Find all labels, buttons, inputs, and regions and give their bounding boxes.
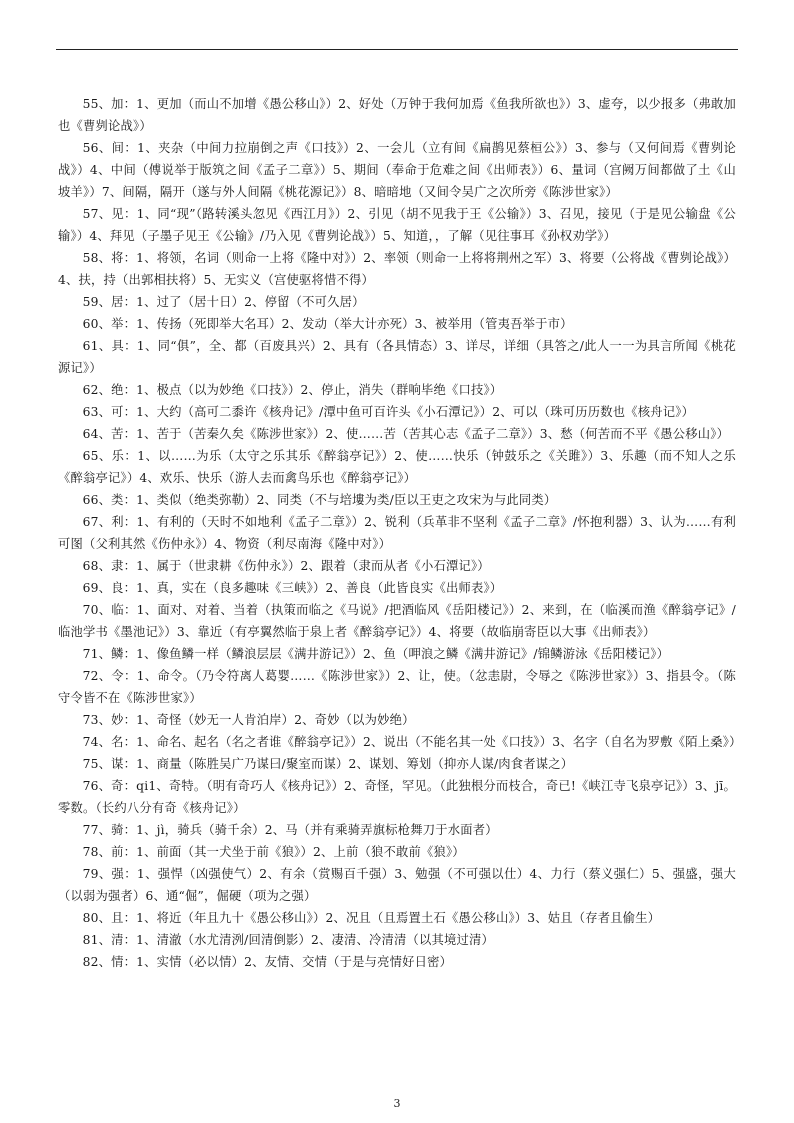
entry-79: 79、强：1、强悍（凶强使气）2、有余（赏赐百千强）3、勉强（不可强以仕）4、力行（蔡义强仁）5、强盛，强大（以弱为强者）6、通“倔”，倔硬（项为之强） [58,867,736,903]
entry-58: 58、将：1、将领，名词（则命一上将《隆中对》）2、率领（则命一上将将荆州之军）3、将要（公将战《曹刿论战》）4、扶，持（出郭相扶将）5、无实义（宫使驱将惜不得） [58,251,736,287]
entry-64: 64、苦：1、苦于（苦秦久矣《陈涉世家》）2、使……苦（苦其心志《孟子二章》）3、愁（何苦而不平《愚公移山》） [82,427,730,441]
entry-67: 67、利：1、有利的（天时不如地利《孟子二章》）2、锐利（兵革非不坚利《孟子二章》/怀抱利器）3、认为……有利可图（父利其然《伤仲永》）4、物资（利尽南海《隆中对》） [58,515,736,551]
entry-81: 81、清：1、清澈（水尤清洌/回清倒影）2、凄清、冷清清（以其境过清） [82,933,494,947]
entry-59: 59、居：1、过了（居十日）2、停留（不可久居） [82,295,365,309]
entry-68: 68、隶：1、属于（世隶耕《伤仲永》）2、跟着（隶而从者《小石潭记》） [82,559,490,573]
entry-74: 74、名：1、命名、起名（名之者谁《醉翁亭记》）2、说出（不能名其一处《口技》）3、名字（自名为罗敷《陌上桑》） [82,735,742,749]
entry-73: 73、妙：1、奇怪（妙无一人肯泊岸）2、奇妙（以为妙绝） [82,713,415,727]
entry-63: 63、可：1、大约（高可二黍许《核舟记》/潭中鱼可百许头《小石潭记》）2、可以（珠可历历数也《核舟记》） [82,405,695,419]
entry-60: 60、举：1、传扬（死即举大名耳）2、发动（举大计亦死）3、被举用（管夷吾举于市） [82,317,573,331]
entry-55: 55、加：1、更加（而山不加增《愚公移山》）2、好处（万钟于我何加焉《鱼我所欲也》）3、虚夸，以少报多（弗敢加也《曹刿论战》） [58,97,736,133]
document-body [58,93,742,973]
entry-75: 75、谋：1、商量（陈胜吴广乃谋曰/聚室而谋）2、谋划、筹划（抑亦人谋/肉食者谋之） [82,757,574,771]
page-number: 3 [393,1097,401,1110]
entry-77: 77、骑：1、jì，骑兵（骑千余）2、马（并有乘骑弄旗标枪舞刀于水面者） [82,823,498,837]
entry-82: 82、情：1、实情（必以情）2、友情、交情（于是与亮情好日密） [82,955,453,969]
entry-80: 80、且：1、将近（年且九十《愚公移山》）2、况且（且焉置土石《愚公移山》）3、姑且（存者且偷生） [82,911,661,925]
entry-65: 65、乐：1、以……为乐（太守之乐其乐《醉翁亭记》）2、使……快乐（钟鼓乐之《关雎》）3、乐趣（而不知人之乐《醉翁亭记》）4、欢乐、快乐（游人去而禽鸟乐也《醉翁亭记》） [58,449,736,485]
entry-69: 69、良：1、真，实在（良多趣味《三峡》）2、善良（此皆良实《出师表》） [82,581,503,595]
entry-70: 70、临：1、面对、对着、当着（执策而临之《马说》/把酒临风《岳阳楼记》）2、来到，在（临溪而渔《醉翁亭记》/临池学书《墨池记》）3、靠近（有亭翼然临于泉上者《醉翁亭记》）4、将要（故临崩寄臣以大事《出师表》） [58,603,736,639]
entry-62: 62、绝：1、极点（以为妙绝《口技》）2、停止，消失（群响毕绝《口技》） [82,383,503,397]
header-rule [56,49,738,50]
entry-78: 78、前：1、前面（其一犬坐于前《狼》）2、上前（狼不敢前《狼》） [82,845,465,859]
entry-61: 61、具：1、同“俱”，全、都（百废具兴）2、具有（各具情态）3、详尽，详细（具答之/此人一一为具言所闻《桃花源记》） [58,339,736,375]
entry-57: 57、见：1、同“现”（路转溪头忽见《西江月》）2、引见（胡不见我于王《公输》）3、召见，接见（于是见公输盘《公输》）4、拜见（子墨子见王《公输》/乃入见《曹刿论战》）5、知道，，了解（见往事耳《孙权劝学》） [58,207,736,243]
entry-72: 72、令：1、命令。（乃令符离人葛婴……《陈涉世家》）2、让，使。（忿恚尉，令辱之《陈涉世家》）3、指县令。（陈守令皆不在《陈涉世家》） [58,669,736,705]
entry-56: 56、间：1、夹杂（中间力拉崩倒之声《口技》）2、一会儿（立有间《扁鹊见蔡桓公》）3、参与（又何间焉《曹刿论战》）4、中间（傅说举于版筑之间《孟子二章》）5、期间（奉命于危难之间《出师表》）6、量词（宫阙万间都做了土《山坡羊》）7、间隔，隔开（遂与外人间隔《桃花源记》）8、暗暗地（又间令吴广之次所旁《陈涉世家》） [58,141,736,199]
entry-76: 76、奇：qi1、奇特。（明有奇巧人《核舟记》）2、奇怪，罕见。（此独根分而枝合，奇已!《峡江寺飞泉亭记》）3、jī。零数。（长约八分有奇《核舟记》） [58,779,736,815]
entry-71: 71、鳞：1、像鱼鳞一样（鳞浪层层《满井游记》）2、鱼（呷浪之鳞《满井游记》/锦鳞游泳《岳阳楼记》） [82,647,670,661]
entry-66: 66、类：1、类似（绝类弥勒）2、同类（不与培塿为类/臣以王吏之攻宋为与此同类） [82,493,557,507]
